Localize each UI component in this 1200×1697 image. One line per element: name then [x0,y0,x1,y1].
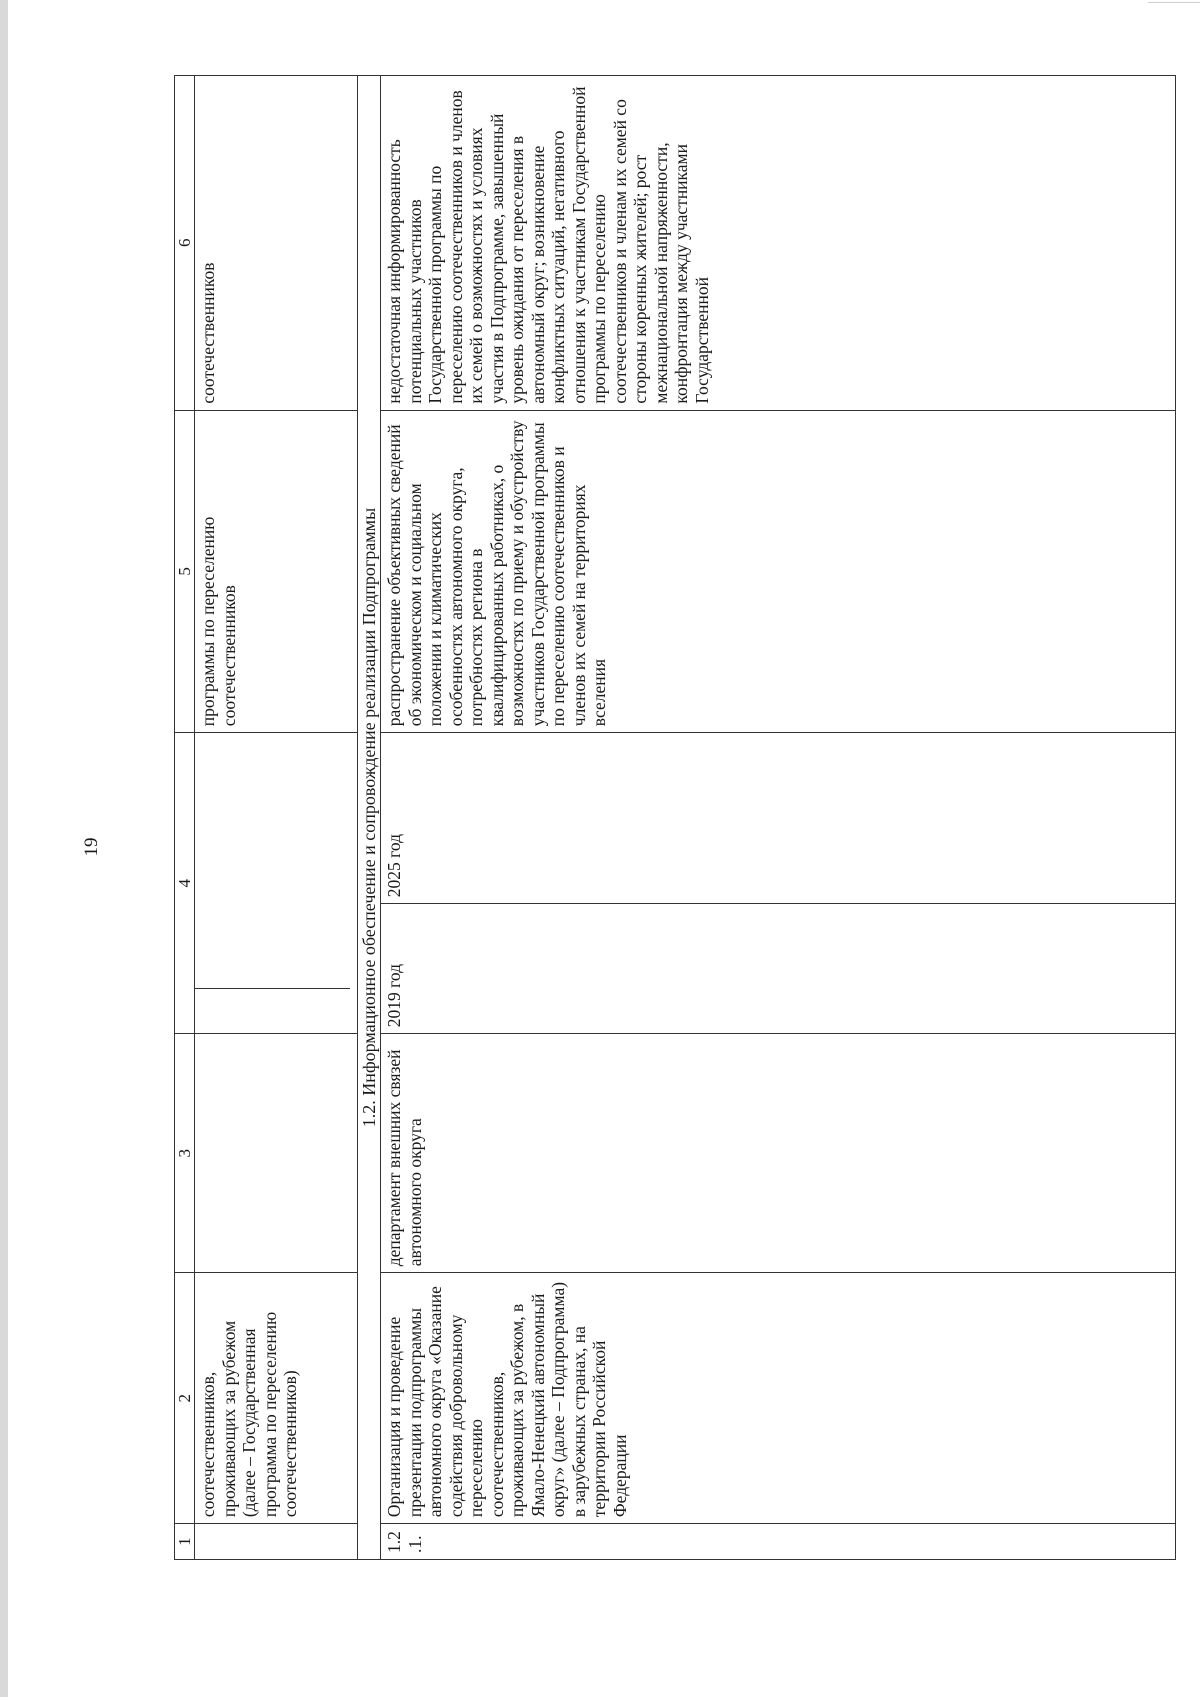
continued-row [195,76,358,1560]
header-cell-5: 5 [175,410,195,733]
continued-measure-name: соотечественников, проживающих за рубежом (далее – Государственная программа по переселению соотечественников) [195,1273,358,1524]
continued-number [195,1524,358,1560]
continued-expected-result: программы по переселению соотечественников [195,410,358,733]
header-cell-4: 4 [175,733,195,1034]
measure-name: Организация и проведение презентации подпрограммы автономного округа «Оказание содействия добровольному переселению соотечественников, проживающих за рубежом, в Ямало-Ненецкий автономный округ» (далее – Подпрограмма) в зарубежных странах, на территории Российской Федерации [381,1273,1176,1524]
header-cell-3: 3 [175,1034,195,1273]
continued-executor [195,1034,358,1273]
period-split-line [194,988,350,989]
measure-number: 1.2.1. [381,1524,1176,1560]
period-start: 2019 год [381,903,1175,1033]
header-cell-6: 6 [175,76,195,411]
header-cell-1: 1 [175,1524,195,1560]
section-title: 1.2. Информационное обеспечение и сопровождение реализации Подпрограммы [358,76,381,1560]
page-number: 19 [81,837,102,857]
scan-left-edge [0,0,8,1697]
program-table [174,75,1176,1560]
column-number-row [175,76,195,1560]
measure-period [381,733,1176,1034]
measure-consequences: недостаточная информированность потенциальных участников Государственной программы по переселению соотечественников и членов их семей о возможностях и условиях участия в Подпрограмме, завышенный уровень ожидания от переселения в автономный округ; возникновение конфликтных ситуаций, негативного отношения к участникам Государственной программы по переселению соотечественников и членам их семей со стороны коренных жителей; рост межнациональной напряженности, конфронтация между участниками Государственной [381,76,1176,411]
program-table-wrapper [174,75,1176,1560]
measure-expected-result: распространение объективных сведений об экономическом и социальном положении и климатических особенностях автономного округа, потребностях региона в квалифицированных работниках, о возможностях по приему и обустройству участников Государственной программы по переселению соотечественников и членов их семей на территориях вселения [381,410,1176,733]
table-row [381,76,1176,1560]
section-row [358,76,381,1560]
scan-top-edge-line [1148,2,1200,3]
measure-executor: департамент внешних связей автономного округа [381,1034,1176,1273]
continued-consequences: соотечественников [195,76,358,411]
period-end: 2025 год [384,834,404,898]
header-cell-2: 2 [175,1273,195,1524]
